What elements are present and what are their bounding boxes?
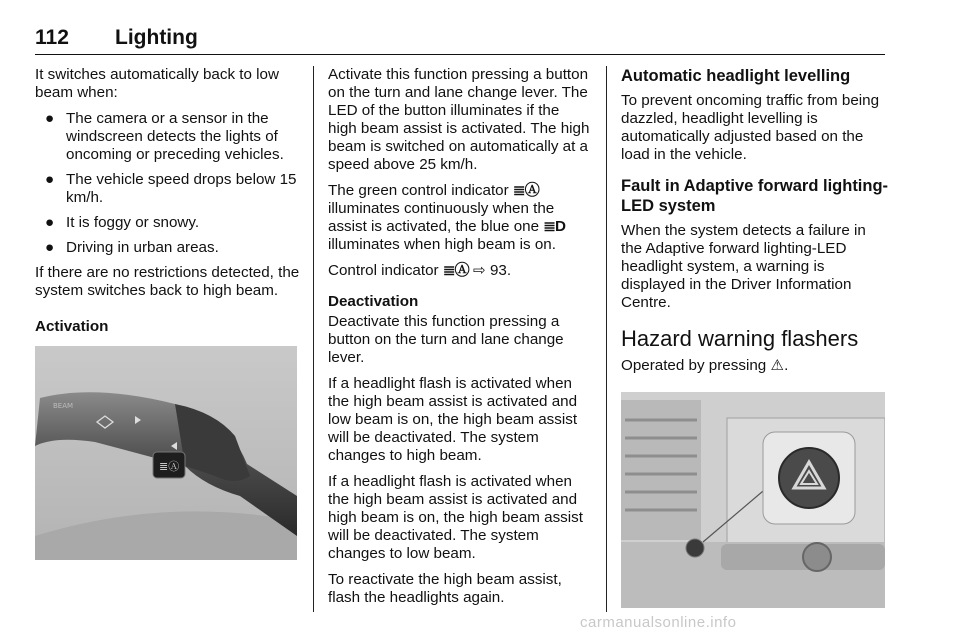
intro-text: It switches automatically back to low beam when: xyxy=(35,66,279,101)
column-left xyxy=(35,66,303,338)
watermark: carmanualsonline.info xyxy=(580,614,737,631)
high-beam-assist-icon: ≣Ⓐ xyxy=(512,182,539,199)
hazard-triangle-icon: ⚠ xyxy=(770,357,785,374)
section-title: Lighting xyxy=(115,26,198,49)
list-item: ● The camera or a sensor in the windscreen detects the lights of oncoming or preceding vehicles. xyxy=(45,110,284,163)
bullet-icon: ● xyxy=(45,214,55,231)
bullet-icon: ● xyxy=(45,171,55,188)
deactivation-text: Deactivate this function pressing a button on the turn and lane change lever. xyxy=(328,313,564,366)
levelling-text: To prevent oncoming traffic from being dazzled, headlight levelling is automatically adjusted based on the load in the vehicle. xyxy=(621,92,880,163)
restrictions-text: If there are no restrictions detected, the system switches back to high beam. xyxy=(35,264,300,299)
levelling-heading: Automatic headlight levelling xyxy=(621,67,851,85)
low-beam-conditions-list xyxy=(35,110,303,257)
column-divider-2 xyxy=(606,66,607,612)
reactivate-text: To reactivate the high beam assist, flash the headlights again. xyxy=(328,571,562,606)
column-right xyxy=(621,66,891,383)
deactivation-heading: Deactivation xyxy=(328,293,419,310)
svg-text:≣Ⓐ: ≣Ⓐ xyxy=(159,460,180,473)
page-header xyxy=(35,26,885,55)
page-ref-arrow-icon: ⇨ xyxy=(472,262,486,279)
activation-text: Activate this function pressing a button on the turn and lane change lever. The LED of the button illuminates if the high beam assist is activated. The high beam is switched on automatically at a speed above 25 km/h. xyxy=(328,66,590,173)
hazard-text: Operated by pressing ⚠. xyxy=(621,357,789,374)
bullet-icon: ● xyxy=(45,110,55,127)
list-item: ● Driving in urban areas. xyxy=(45,239,219,256)
hazard-button-image xyxy=(621,392,885,608)
svg-text:BEAM: BEAM xyxy=(53,402,74,410)
control-indicator-ref: Control indicator ≣Ⓐ ⇨ 93. xyxy=(328,262,512,279)
flash-low-beam-text: If a headlight flash is activated when the high beam assist is activated and low beam is on, the high beam assist will be deactivated. The system changes to high beam. xyxy=(328,375,578,464)
column-divider-1 xyxy=(313,66,314,612)
list-item: ● The vehicle speed drops below 15 km/h. xyxy=(45,171,297,206)
bullet-icon: ● xyxy=(45,239,55,256)
turn-lever-image xyxy=(35,346,297,560)
indicator-text: The green control indicator ≣Ⓐ illuminates continuously when the assist is activated, the blue one ≣D illuminates when high beam is on. xyxy=(328,182,565,253)
page-number: 112 xyxy=(35,26,69,49)
turn-lever-illustration xyxy=(35,346,297,560)
flash-high-beam-text: If a headlight flash is activated when the high beam assist is activated and high beam is on, the high beam assist will be deactivated. The system changes to low beam. xyxy=(328,473,583,562)
hazard-heading: Hazard warning flashers xyxy=(621,326,859,351)
high-beam-assist-icon: ≣Ⓐ xyxy=(442,262,469,279)
high-beam-icon: ≣D xyxy=(543,218,565,235)
column-middle xyxy=(328,66,590,615)
dashboard-illustration xyxy=(621,392,885,608)
activation-heading: Activation xyxy=(35,318,109,335)
page-reference[interactable]: 93. xyxy=(489,262,512,279)
fault-heading: Fault in Adaptive forward lighting-LED system xyxy=(621,177,889,215)
fault-text: When the system detects a failure in the Adaptive forward lighting-LED headlight system, a warning is displayed in the Driver Information Centre. xyxy=(621,222,866,311)
list-item: ● It is foggy or snowy. xyxy=(45,214,200,231)
